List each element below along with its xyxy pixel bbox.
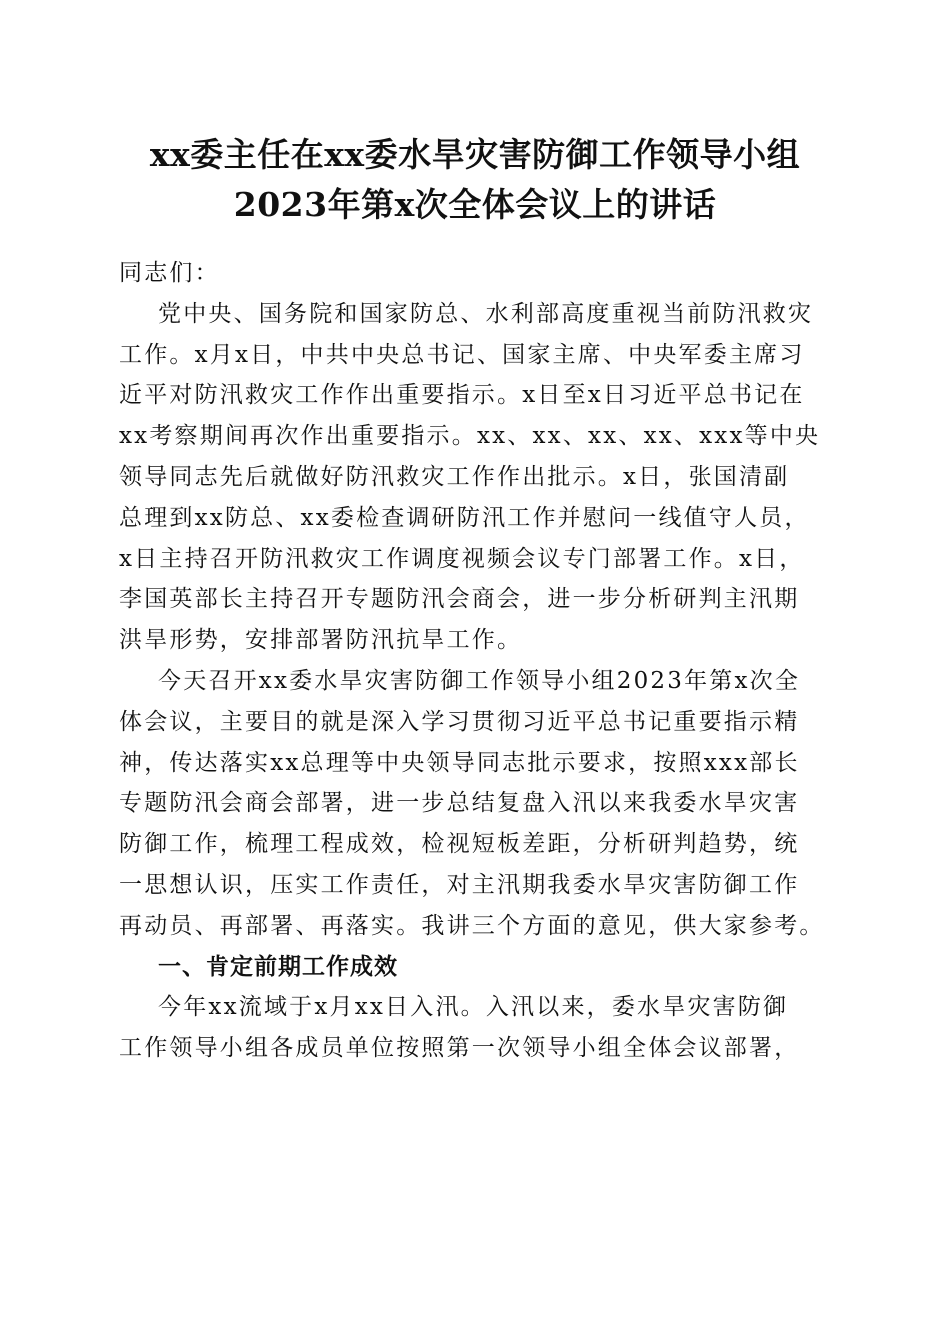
paragraph-line: xx考察期间再次作出重要指示。xx、xx、xx、xx、xxx等中央 xyxy=(119,423,821,450)
paragraph-line: 专题防汛会商会部署，进一步总结复盘入汛以来我委水旱灾害 xyxy=(119,790,800,817)
paragraph-line: 防御工作，梳理工程成效，检视短板差距，分析研判趋势，统 xyxy=(119,831,800,858)
salutation: 同志们： xyxy=(119,260,220,286)
paragraph-line: 今天召开xx委水旱灾害防御工作领导小组2023年第x次全 xyxy=(158,667,801,694)
paragraph-1 xyxy=(119,294,830,661)
paragraph-line: 再动员、再部署、再落实。我讲三个方面的意见，供大家参考。 xyxy=(119,912,825,939)
document-title xyxy=(90,130,860,230)
title-line-2: 2023年第x次全体会议上的讲话 xyxy=(233,185,717,224)
paragraph-line: 神，传达落实xx总理等中央领导同志批示要求，按照xxx部长 xyxy=(119,749,800,776)
paragraph-line: 工作领导小组各成员单位按照第一次领导小组全体会议部署， xyxy=(119,1035,800,1062)
paragraph-line: x日主持召开防汛救灾工作调度视频会议专门部署工作。x日， xyxy=(119,545,805,572)
paragraph-line: 领导同志先后就做好防汛救灾工作作出批示。x日，张国清副 xyxy=(119,463,790,490)
paragraph-line: 工作。x月x日，中共中央总书记、国家主席、中央军委主席习 xyxy=(119,341,805,368)
paragraph-line: 近平对防汛救灾工作作出重要指示。x日至x日习近平总书记在 xyxy=(119,382,805,409)
paragraph-3 xyxy=(119,987,830,1069)
section-heading: 一、肯定前期工作成效 xyxy=(158,953,398,980)
paragraph-line: 一思想认识，压实工作责任，对主汛期我委水旱灾害防御工作 xyxy=(119,871,800,898)
paragraph-line: 体会议，主要目的就是深入学习贯彻习近平总书记重要指示精 xyxy=(119,708,800,735)
paragraph-line: 党中央、国务院和国家防总、水利部高度重视当前防汛救灾 xyxy=(158,300,814,327)
title-line-1: xx委主任在xx委水旱灾害防御工作领导小组 xyxy=(149,135,801,174)
paragraph-line: 今年xx流域于x月xx日入汛。入汛以来，委水旱灾害防御 xyxy=(158,994,789,1021)
document-body xyxy=(119,253,830,1069)
paragraph-line: 李国英部长主持召开专题防汛会商会，进一步分析研判主汛期 xyxy=(119,586,800,613)
paragraph-line: 总理到xx防总、xx委检查调研防汛工作并慰问一线值守人员， xyxy=(119,504,810,531)
paragraph-line: 洪旱形势，安排部署防汛抗旱工作。 xyxy=(119,627,523,654)
paragraph-2 xyxy=(119,661,830,947)
